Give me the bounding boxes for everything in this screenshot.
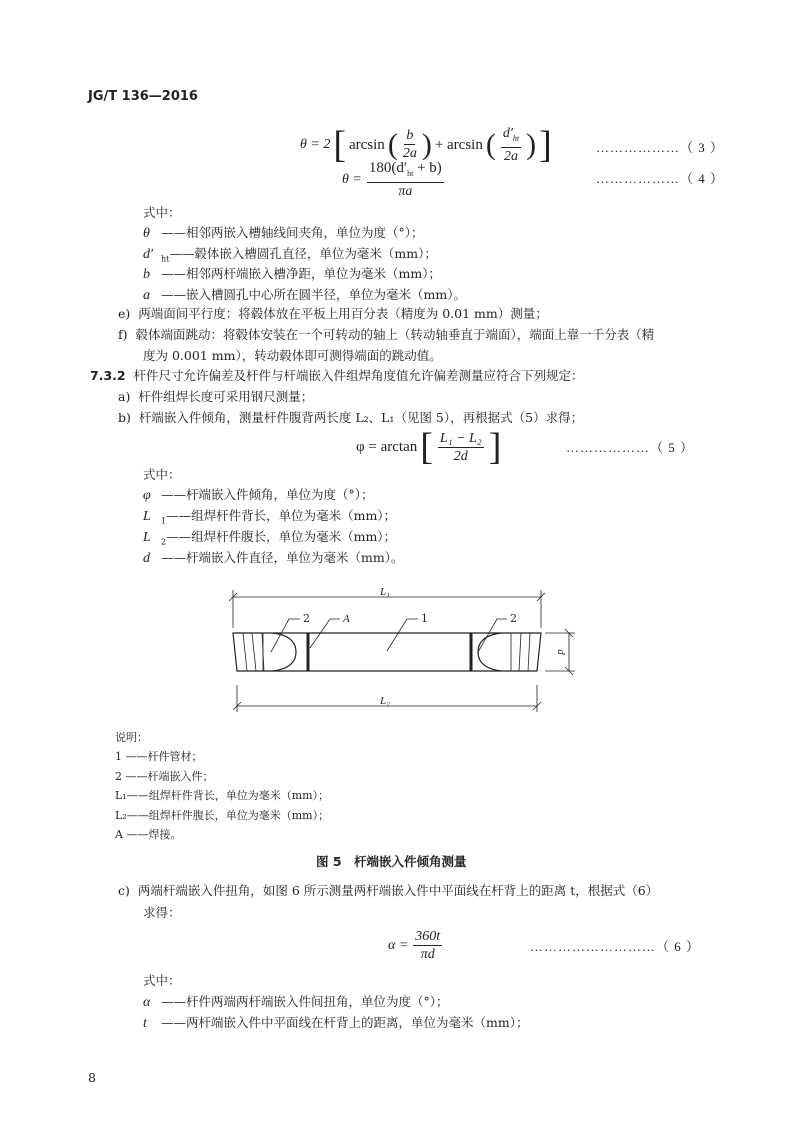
- item-text: 杆端嵌入件倾角，测量杆件腹背两长度 L₂、L₁（见图 5），再根据式（5）求得；: [138, 410, 584, 425]
- standard-header: JG/T 136—2016: [88, 89, 198, 104]
- item-text: 两端面间平行度：将毂体放在平板上用百分表（精度为 0.01 mm）测量；: [138, 306, 548, 321]
- eq3-number: ………………（ 3 ）: [596, 140, 725, 155]
- subscript: ht: [512, 133, 520, 143]
- symbol: L: [143, 509, 151, 524]
- label-d: d: [554, 649, 567, 655]
- label-L1: L₁: [380, 586, 390, 598]
- fraction: [413, 928, 442, 963]
- figure-caption: 图 5 杆端嵌入件倾角测量: [316, 854, 467, 869]
- where-label: 式中：: [143, 467, 181, 482]
- subscript: 1: [161, 516, 167, 526]
- denominator: πa: [398, 184, 413, 199]
- numerator-2: + b): [417, 160, 442, 176]
- callout-2-right: 2: [510, 612, 517, 625]
- eq-lhs: φ = arctan: [356, 439, 418, 455]
- eq-lhs: θ =: [342, 172, 362, 187]
- page-number: 8: [88, 1070, 96, 1085]
- section-text: 杆件尺寸允许偏差及杆件与杆端嵌入件组焊角度值允许偏差测量应符合下列规定：: [133, 368, 584, 383]
- numerator: 180(d′: [368, 160, 408, 176]
- definition-item: [143, 1015, 528, 1032]
- definition-text: ——杆端嵌入件直径，单位为毫米（mm）。: [161, 550, 404, 565]
- legend-item: A ——焊接。: [115, 828, 182, 841]
- symbol: b: [143, 267, 150, 282]
- symbol: θ: [143, 226, 150, 241]
- symbol: t: [143, 1015, 147, 1031]
- section-number: 7.3.2: [90, 368, 126, 383]
- definition-text: ——杆端嵌入件倾角，单位为度（°）；: [161, 487, 374, 502]
- equation-6: [388, 928, 444, 963]
- numerator: 360t: [415, 929, 441, 944]
- item-label: c): [118, 883, 130, 898]
- definition-text: ——毂体嵌入槽圆孔直径，单位为毫米（mm）；: [169, 245, 437, 261]
- legend-item: L₂——组焊杆件腹长，单位为毫米（mm）；: [115, 808, 330, 822]
- definition-text: ——组焊杆件腹长，单位为毫米（mm）；: [166, 529, 397, 544]
- eq4-number: ………………（ 4 ）: [596, 171, 725, 186]
- item-label: b): [118, 410, 131, 425]
- item-text: 两端杆端嵌入件扭角，如图 6 所示测量两杆端嵌入件中平面线在杆背上的距离 t，根据式（6）: [137, 883, 659, 898]
- eq-fn: arcsin: [348, 136, 385, 153]
- equation-5: φ = arctan [ $\frac{\text{L₁ − L₂}}{2d}$ ]: [356, 426, 502, 468]
- label-L2: L₂: [380, 695, 390, 707]
- symbol: L: [143, 530, 151, 545]
- legend-item: L₁——组焊杆件背长，单位为毫米（mm）；: [115, 789, 330, 802]
- item-c-cont: 求得：: [143, 905, 181, 920]
- item-c: [118, 883, 658, 899]
- definition-text: ——相邻两杆端嵌入槽净距，单位为毫米（mm）；: [161, 266, 441, 281]
- eq-fn: + arcsin: [434, 136, 483, 153]
- numerator: d′: [502, 126, 513, 141]
- where-label: 式中：: [143, 205, 181, 220]
- eq-lhs: θ = 2: [300, 136, 331, 152]
- denominator: 2a: [503, 148, 518, 164]
- callout-1: 1: [421, 612, 428, 625]
- eq5-number: ………………（ 5 ）: [566, 440, 695, 455]
- callout-A: A: [343, 613, 350, 625]
- denominator: πd: [420, 947, 435, 962]
- item-label: a): [118, 389, 131, 404]
- item-text: 杆件组焊长度可采用钢尺测量；: [138, 389, 314, 404]
- eq-lhs: α =: [388, 937, 409, 953]
- definition-text: ——杆件两端两杆端嵌入件间扭角，单位为度（°）；: [161, 994, 449, 1009]
- definition-item: [143, 994, 449, 1011]
- symbol: φ: [143, 488, 151, 503]
- eq6-number: ………………………（ 6 ）: [530, 939, 701, 954]
- denominator: 2a: [402, 146, 417, 162]
- legend-item: 1 ——杆件管材；: [115, 750, 203, 763]
- item-f-cont: 度为 0.001 mm），转动毂体即可测得端面的跳动值。: [143, 348, 442, 363]
- symbol: a: [143, 287, 150, 303]
- definition-text: ——嵌入槽圆孔中心所在圆半径，单位为毫米（mm）。: [161, 286, 466, 302]
- item-label: f): [118, 327, 128, 342]
- denominator: 2d: [453, 448, 468, 464]
- subscript: 2: [161, 537, 167, 547]
- definition-text: ——两杆端嵌入件中平面线在杆背上的距离，单位为毫米（mm）；: [161, 1014, 529, 1030]
- item-text: 毂体端面跳动：将毂体安装在一个可转动的轴上（转动轴垂直于端面），端面上靠一千分表（精: [135, 327, 655, 342]
- equation-3: θ = 2 [ arcsin ( $\frac{b}{2a}$ ) + arcsin ( $\frac{d'_{ht}}{2a}$ ) ]: [300, 123, 552, 166]
- legend-title: 说明：: [115, 731, 148, 744]
- numerator: b: [406, 128, 414, 144]
- callout-2-left: 2: [303, 612, 310, 625]
- symbol: d: [143, 551, 150, 566]
- definition-text: ——组焊杆件背长，单位为毫米（mm）；: [166, 508, 397, 523]
- subscript: ht: [407, 169, 414, 178]
- where-label: 式中：: [143, 973, 181, 988]
- numerator: L₁ − L₂: [439, 430, 482, 446]
- symbol: d′: [143, 246, 154, 262]
- legend-item: 2 ——杆端嵌入件；: [115, 769, 214, 783]
- symbol: α: [143, 995, 151, 1010]
- subscript: ht: [161, 254, 170, 263]
- definition-text: ——相邻两嵌入槽轴线间夹角，单位为度（°）；: [161, 225, 424, 240]
- item-label: e): [118, 306, 131, 321]
